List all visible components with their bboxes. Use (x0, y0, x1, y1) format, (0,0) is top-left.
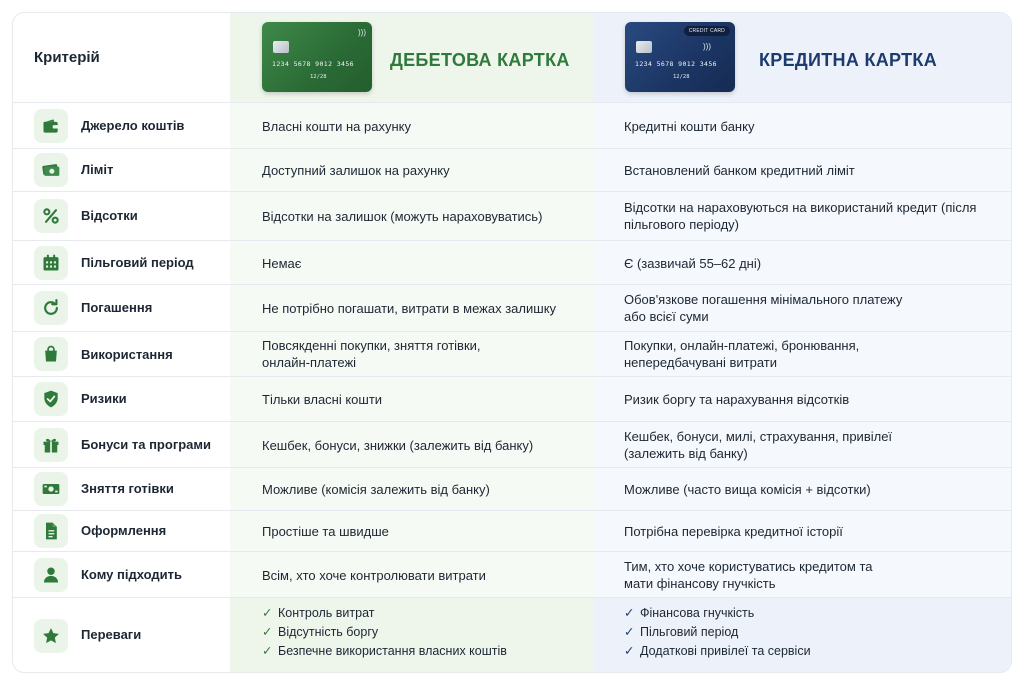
wallet-icon (34, 109, 68, 143)
list-item (262, 642, 507, 661)
table-row (13, 149, 1012, 192)
check-icon: ✓ (624, 606, 635, 620)
debit-card-title: ДЕБЕТОВА КАРТКА (390, 50, 570, 70)
criterion-label: Переваги (81, 627, 142, 642)
credit-cell: Є (зазвичай 55–62 дні) (624, 256, 762, 271)
credit-cell: Обов'язкове погашення мінімального платежу або всієї суми (624, 292, 903, 324)
table-row (13, 332, 1012, 377)
card-expiry: 12/28 (673, 74, 690, 80)
debit-cell: Можливе (комісія залежить від банку) (262, 482, 490, 497)
credit-cell: Ризик боргу та нарахування відсотків (624, 392, 850, 407)
credit-cell: Кешбек, бонуси, милі, страхування, привілеї (залежить від банку) (624, 429, 893, 461)
advantage-text: Безпечне використання власних коштів (278, 644, 507, 658)
percent-icon (34, 199, 68, 233)
contactless-icon: ))) (703, 42, 711, 51)
calendar-icon (34, 246, 68, 280)
debit-cell: Відсотки на залишок (можуть нараховуватись) (262, 209, 543, 224)
table-row (13, 511, 1012, 552)
credit-cell: Тим, хто хоче користуватись кредитом та мати фінансову гнучкість (624, 559, 873, 591)
debit-card-image (262, 22, 372, 92)
debit-cell: Не потрібно погашати, витрати в межах залишку (262, 301, 557, 316)
card-number: 1234 5678 9012 3456 (635, 60, 717, 68)
credit-cell: Встановлений банком кредитний ліміт (624, 163, 855, 178)
credit-card-tag: CREDIT CARD (684, 26, 730, 36)
gift-icon (34, 428, 68, 462)
card-number: 1234 5678 9012 3456 (272, 60, 354, 68)
credit-cell: Кредитні кошти банку (624, 119, 755, 134)
criterion-label: Ризики (81, 391, 127, 406)
table-header (13, 13, 1012, 103)
debit-cell: Кешбек, бонуси, знижки (залежить від банку) (262, 438, 534, 453)
credit-cell: Відсотки на нараховуються на використаний кредит (після пільгового періоду) (624, 200, 977, 232)
advantage-text: Контроль витрат (278, 606, 375, 620)
table-row (13, 468, 1012, 511)
refresh-icon (34, 291, 68, 325)
check-icon: ✓ (262, 644, 273, 658)
criterion-label: Погашення (81, 300, 153, 315)
money-icon (34, 153, 68, 187)
shield-check-icon (34, 382, 68, 416)
check-icon: ✓ (262, 606, 273, 620)
debit-cell: Всім, хто хоче контролювати витрати (262, 568, 486, 583)
table-row (13, 192, 1012, 241)
check-icon: ✓ (624, 625, 635, 639)
criterion-label: Відсотки (81, 208, 138, 223)
credit-cell: Можливе (часто вища комісія + відсотки) (624, 482, 871, 497)
table-row (13, 241, 1012, 285)
criterion-label: Ліміт (81, 162, 114, 177)
star-icon (34, 619, 68, 653)
list-item (624, 623, 811, 642)
credit-cell: Покупки, онлайн-платежі, бронювання, непередбачувані витрати (624, 338, 860, 370)
list-item (262, 623, 507, 642)
advantage-text: Додаткові привілеї та сервіси (640, 644, 811, 658)
criterion-label: Зняття готівки (81, 481, 174, 496)
document-icon (34, 514, 68, 548)
debit-cell: Власні кошти на рахунку (262, 119, 411, 134)
credit-card-image (625, 22, 735, 92)
list-item (624, 642, 811, 661)
table-row (13, 377, 1012, 422)
advantage-text: Пільговий період (640, 625, 739, 639)
cash-icon (34, 472, 68, 506)
card-chip-icon (636, 41, 652, 53)
card-expiry: 12/28 (310, 74, 327, 80)
table-row (13, 552, 1012, 598)
credit-advantages-list (624, 604, 811, 661)
debit-cell: Простіше та швидше (262, 524, 389, 539)
criterion-label: Бонуси та програми (81, 437, 212, 452)
credit-card-title: КРЕДИТНА КАРТКА (759, 50, 937, 70)
advantage-text: Відсутність боргу (278, 625, 379, 639)
criterion-label: Кому підходить (81, 567, 182, 582)
list-item (262, 604, 507, 623)
table-row (13, 422, 1012, 468)
criterion-column-header: Критерій (34, 49, 100, 66)
table-row (13, 103, 1012, 149)
comparison-table (12, 12, 1012, 673)
check-icon: ✓ (624, 644, 635, 658)
debit-cell: Доступний залишок на рахунку (262, 163, 450, 178)
shopping-bag-icon (34, 337, 68, 371)
contactless-icon: ))) (358, 28, 366, 37)
user-icon (34, 558, 68, 592)
criterion-label: Пільговий період (81, 255, 194, 270)
check-icon: ✓ (262, 625, 273, 639)
debit-cell: Тільки власні кошти (262, 392, 383, 407)
table-row (13, 285, 1012, 332)
advantages-row (13, 598, 1012, 673)
credit-cell: Потрібна перевірка кредитної історії (624, 524, 843, 539)
criterion-label: Оформлення (81, 523, 167, 538)
debit-advantages-list (262, 604, 507, 661)
card-chip-icon (273, 41, 289, 53)
debit-cell: Немає (262, 256, 302, 271)
advantage-text: Фінансова гнучкість (640, 606, 755, 620)
criterion-label: Використання (81, 347, 173, 362)
list-item (624, 604, 811, 623)
debit-cell: Повсякденні покупки, зняття готівки, онлайн-платежі (262, 338, 481, 370)
criterion-label: Джерело коштів (81, 118, 185, 133)
